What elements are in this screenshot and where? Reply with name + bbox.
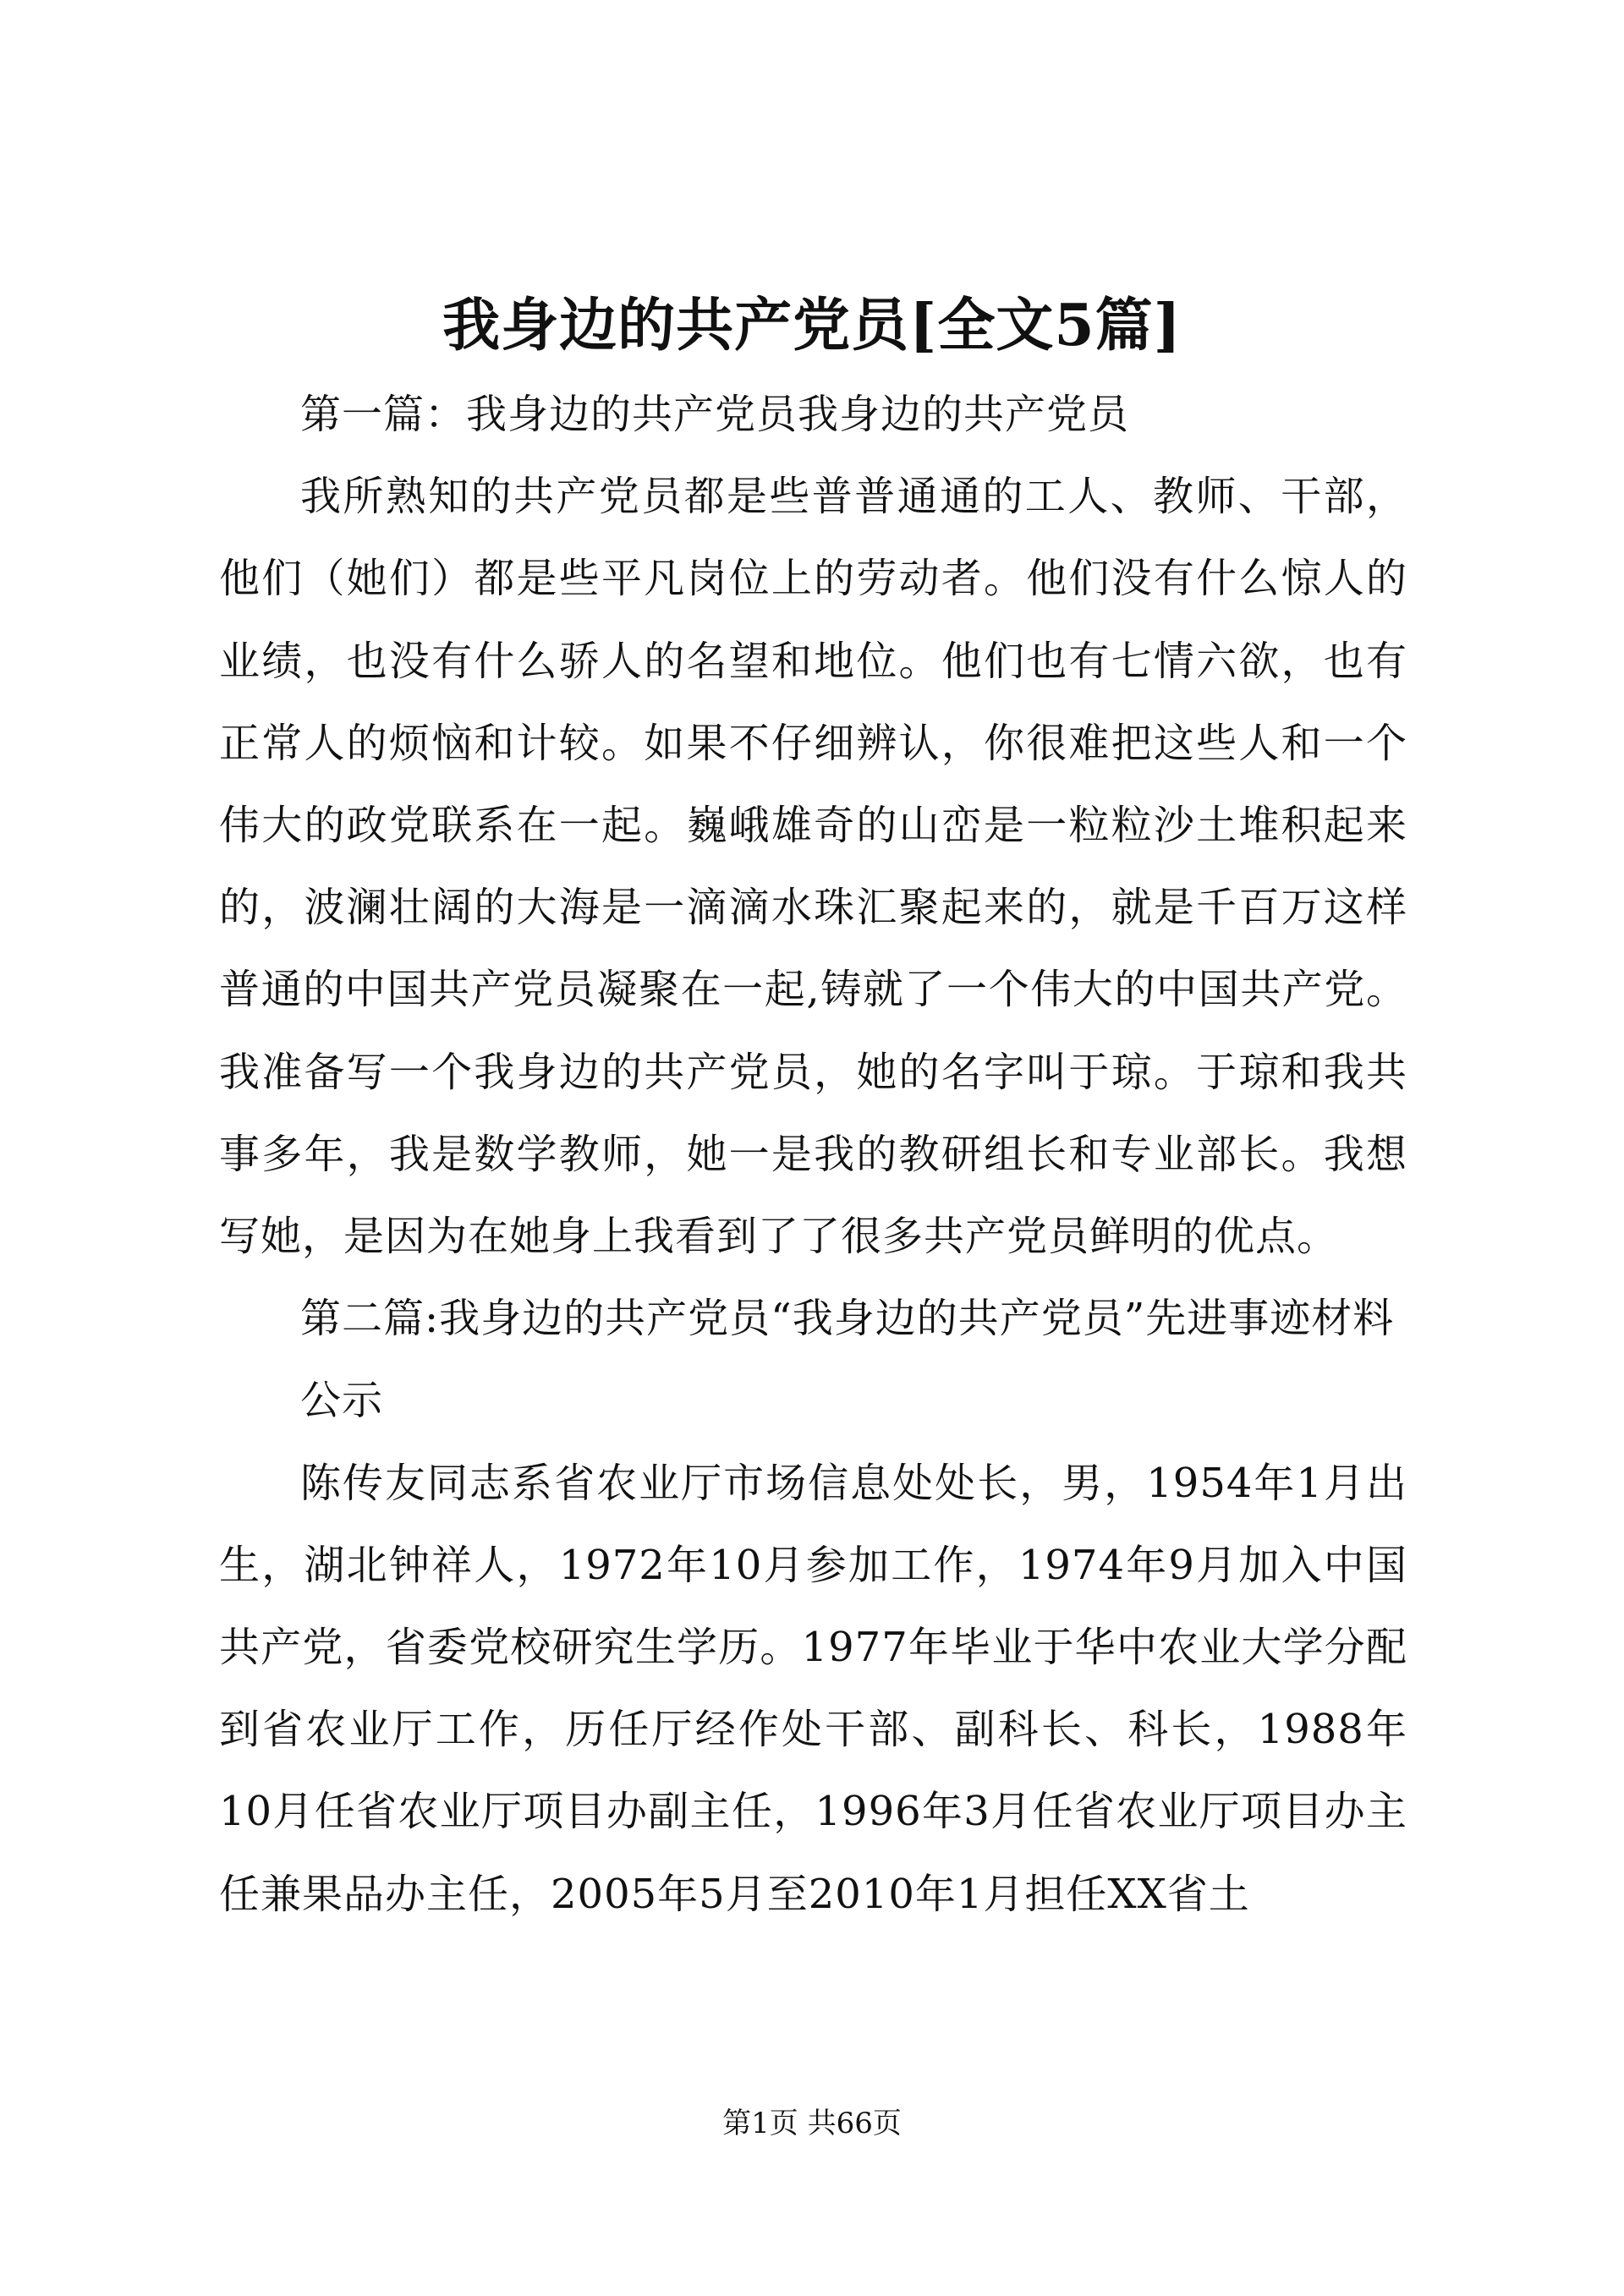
paragraph-chapter-one-heading: 第一篇：我身边的共产党员我身边的共产党员 (300, 391, 1130, 438)
page-number-footer: 第1页 共66页 (722, 2107, 902, 2140)
paragraph-chapter-one-body: 我所熟知的共产党员都是些普普通通的工人、教师、干部，他们（她们）都是些平凡岗位上的劳动者。他们没有什么惊人的业绩，也没有什么骄人的名望和地位。他们也有七情六欲，也有正常人的烦恼和计较。如果不仔细辨认，你很难把这些人和一个伟大的政党联系在一起。巍峨雄奇的山峦是一粒粒沙土堆积起来的，波澜壮阔的大海是一滴滴水珠汇聚起来的，就是千百万这样普通的中国共产党员凝聚在一起,铸就了一个伟大的中国共产党。我准备写一个我身边的共产党员，她的名字叫于琼。于琼和我共事多年，我是数学教师，她一是我的教研组长和专业部长。我想写她，是因为在她身上我看到了了很多共产党员鲜明的优点。 (219, 473, 1407, 1261)
document-body (219, 374, 1407, 1936)
paragraph-notice: 公示 (300, 1377, 384, 1425)
paragraph-chapter-two-body: 陈传友同志系省农业厅市场信息处处长，男，1954年1月出生，湖北钟祥人，1972年10月参加工作，1974年9月加入中国共产党，省委党校研究生学历。1977年毕业于华中农业大学分配到省农业厅工作，历任厅经作处干部、副科长、科长，1988年10月任省农业厅项目办副主任，1996年3月任省农业厅项目办主任兼果品办主任，2005年5月至2010年1月担任XX省土 (219, 1459, 1407, 1918)
document-title: 我身边的共产党员[全文5篇] (442, 292, 1182, 359)
paragraph-chapter-two-heading: 第二篇:我身边的共产党员“我身边的共产党员”先进事迹材料 (300, 1295, 1395, 1343)
